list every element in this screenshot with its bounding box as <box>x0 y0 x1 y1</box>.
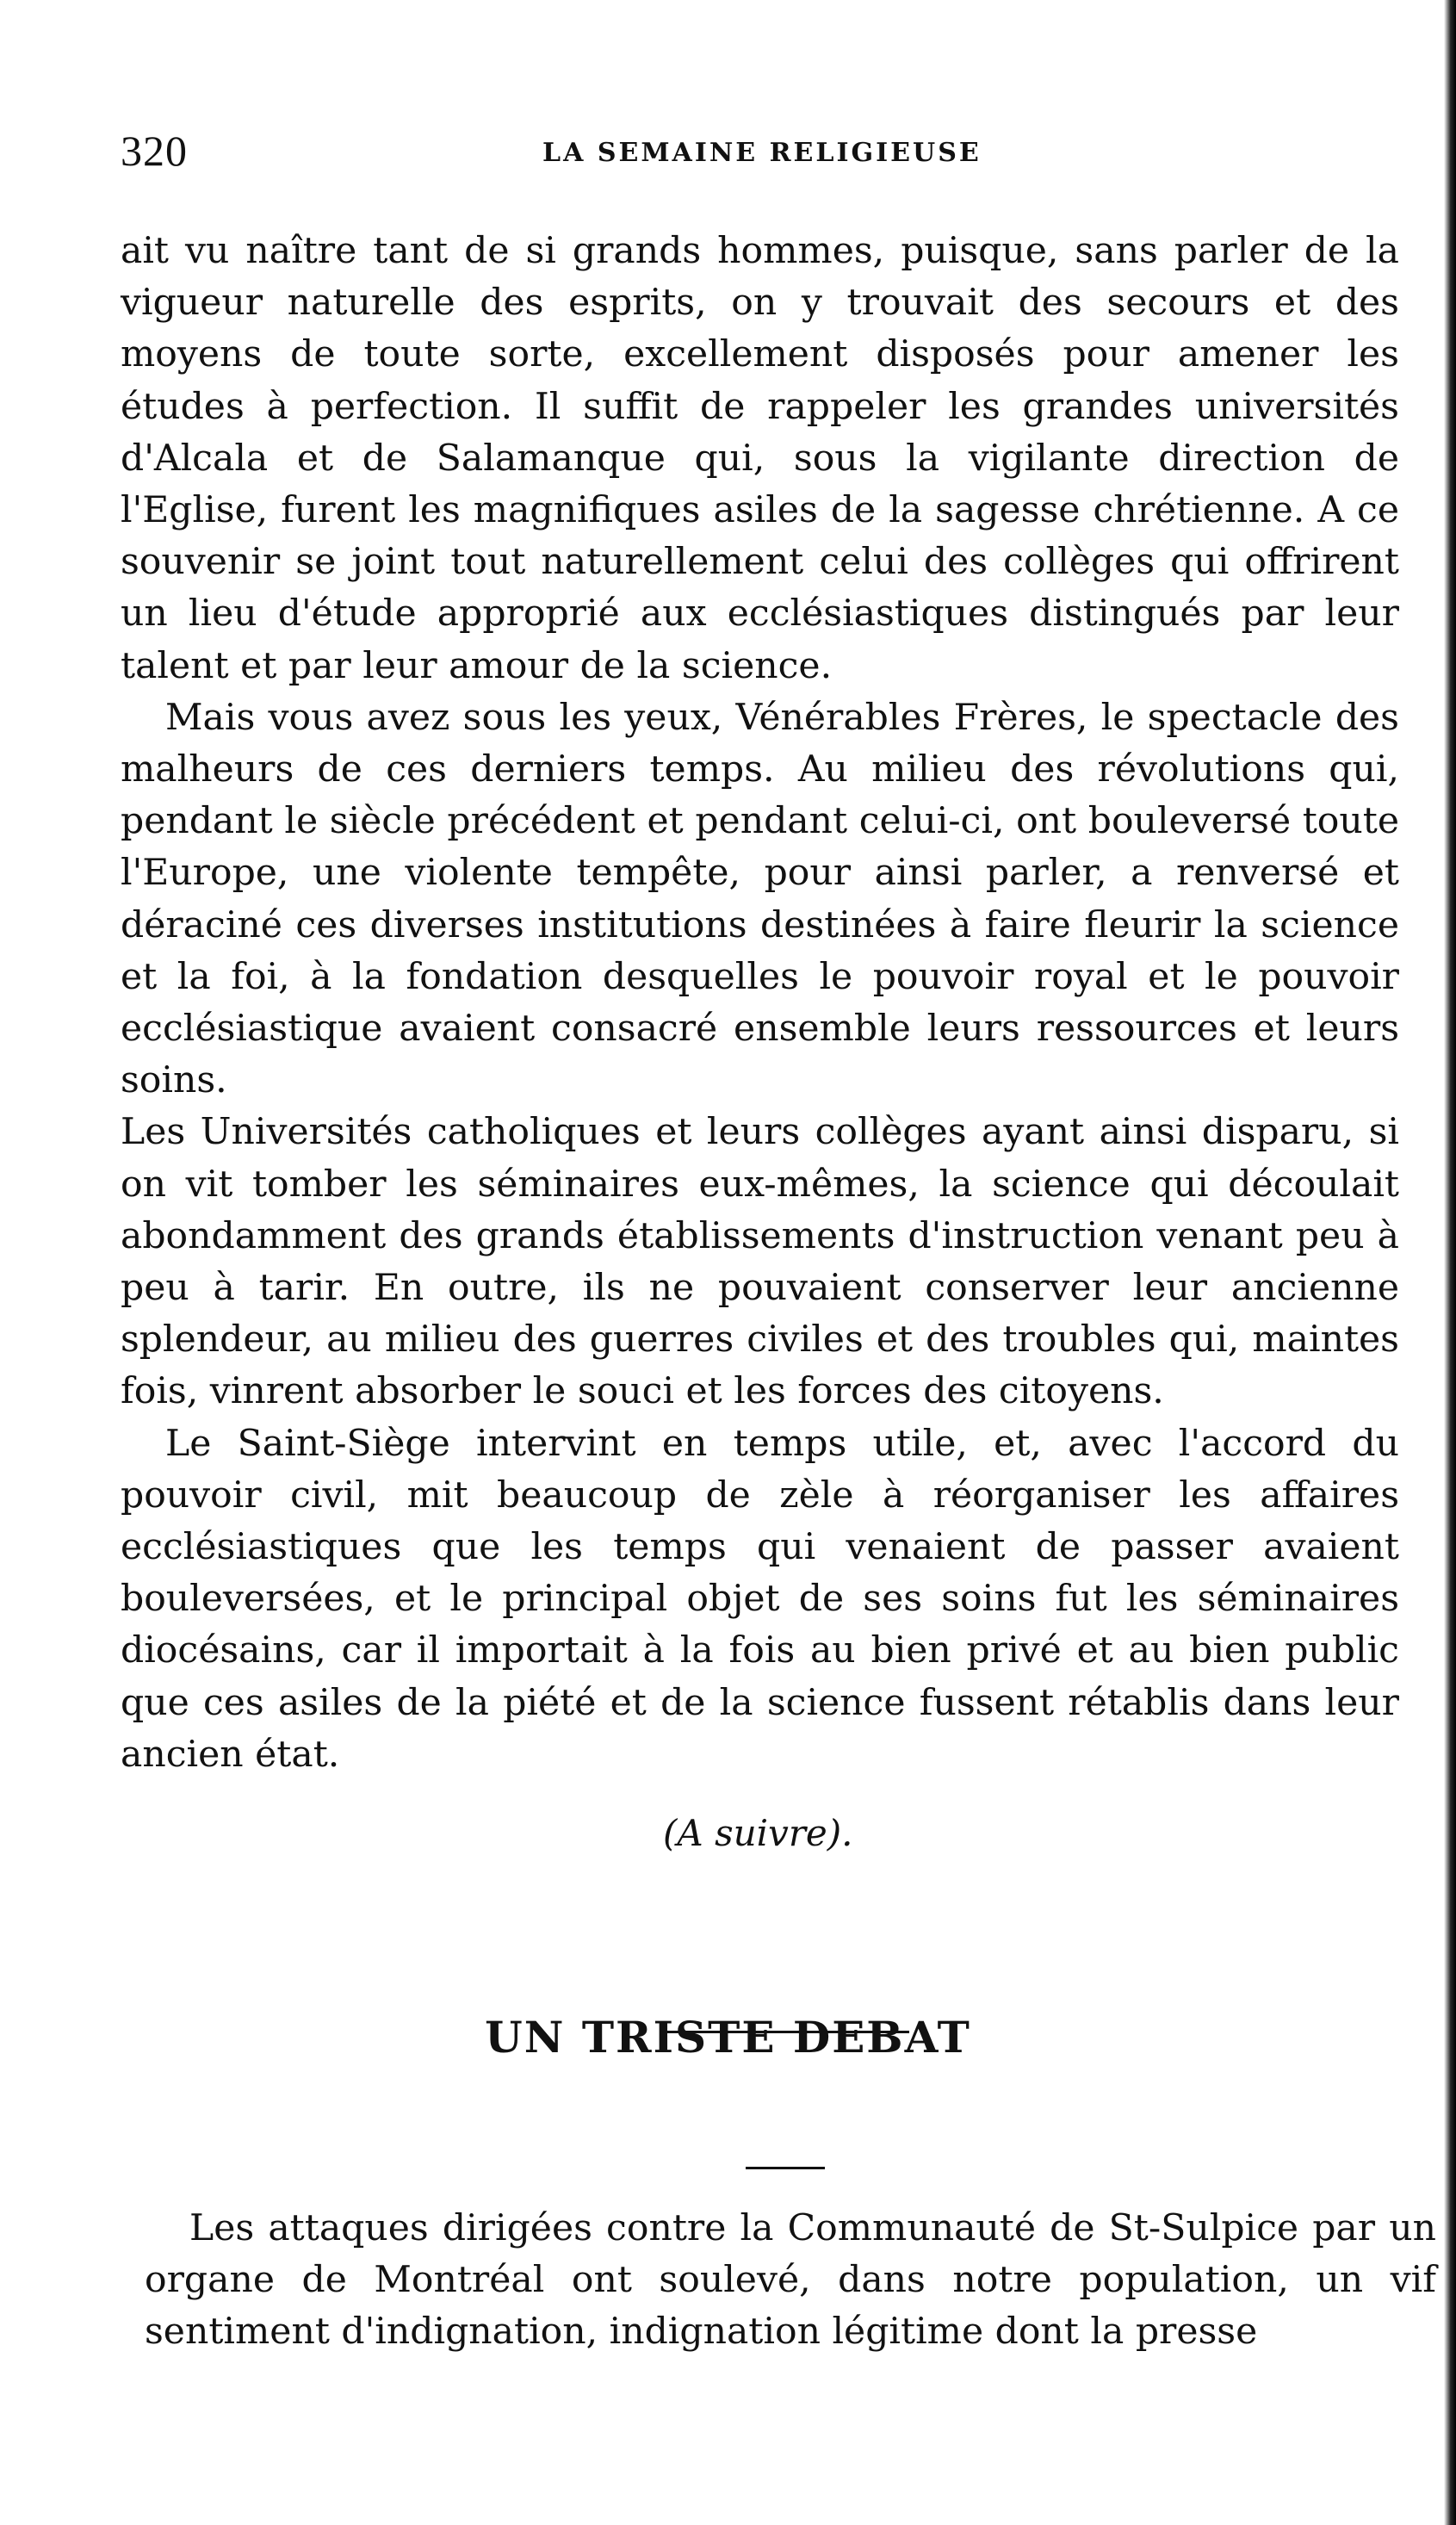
paragraph-2: Mais vous avez sous les yeux, Vénérables Frères, le spectacle des malheurs de ces derniers temps. Au milieu des révolutions qui, pendant le siècle précédent et pendant celui-ci, ont bouleversé toute l'Europe, une violente tempête, pour ainsi parler, a renversé et déraciné ces diverses institutions destinées à faire fleurir la science et la foi, à la fondation desquelles le pouvoir royal et le pouvoir ecclésiastique avaient consacré ensemble leurs ressources et leurs soins. <box>121 696 1399 1102</box>
page-header <box>121 126 1386 186</box>
body-text <box>121 226 1399 1781</box>
running-title: LA SEMAINE RELIGIEUSE <box>542 138 982 168</box>
binding-edge <box>1444 0 1456 2525</box>
section-title: UN TRISTE DEBAT <box>485 2012 971 2063</box>
paragraph-3: Les Universités catholiques et leurs collèges ayant ainsi disparu, si on vit tomber les séminaires eux-mêmes, la science qui découlait abondamment des grands établissements d'instruction venant peu à peu à tarir. En outre, ils ne pouvaient conserver leur ancienne splendeur, au milieu des guerres civiles et des troubles qui, maintes fois, vinrent absorber le souci et les forces des citoyens. <box>121 1111 1399 1413</box>
paragraph-1: ait vu naître tant de si grands hommes, puisque, sans parler de la vigueur naturelle des esprits, on y trouvait des secours et des moyens de toute sorte, excellement disposés pour amener les études à perfection. Il suffit de rappeler les grandes universités d'Alcala et de Salamanque qui, sous la vigilante direction de l'Eglise, furent les magnifiques asiles de la sagesse chrétienne. A ce souvenir se joint tout naturellement celui des collèges qui offrirent un lieu d'étude approprié aux ecclésiastiques distingués par leur talent et par leur amour de la science. <box>121 230 1399 687</box>
paragraph-4: Le Saint-Siège intervint en temps utile, et, avec l'accord du pouvoir civil, mit beaucoup de zèle à réorganiser les affaires ecclésiastiques que les temps qui venaient de passer avaient bouleversées, et le principal objet de ses soins fut les séminaires diocésains, car il importait à la fois au bien privé et au bien public que ces asiles de la piété et de la science fussent rétablis dans leur ancien état. <box>121 1422 1399 1776</box>
section-paragraph: Les attaques dirigées contre la Communauté de St-Sulpice par un organe de Montréal ont soulevé, dans notre population, un vif sentiment d'indignation, indignation légitime dont la presse <box>145 2207 1436 2354</box>
title-underline-rule <box>746 2167 825 2169</box>
page-number: 320 <box>121 127 188 175</box>
section-text <box>145 2203 1436 2359</box>
a-suivre-note: (A suivre). <box>663 1812 853 1854</box>
